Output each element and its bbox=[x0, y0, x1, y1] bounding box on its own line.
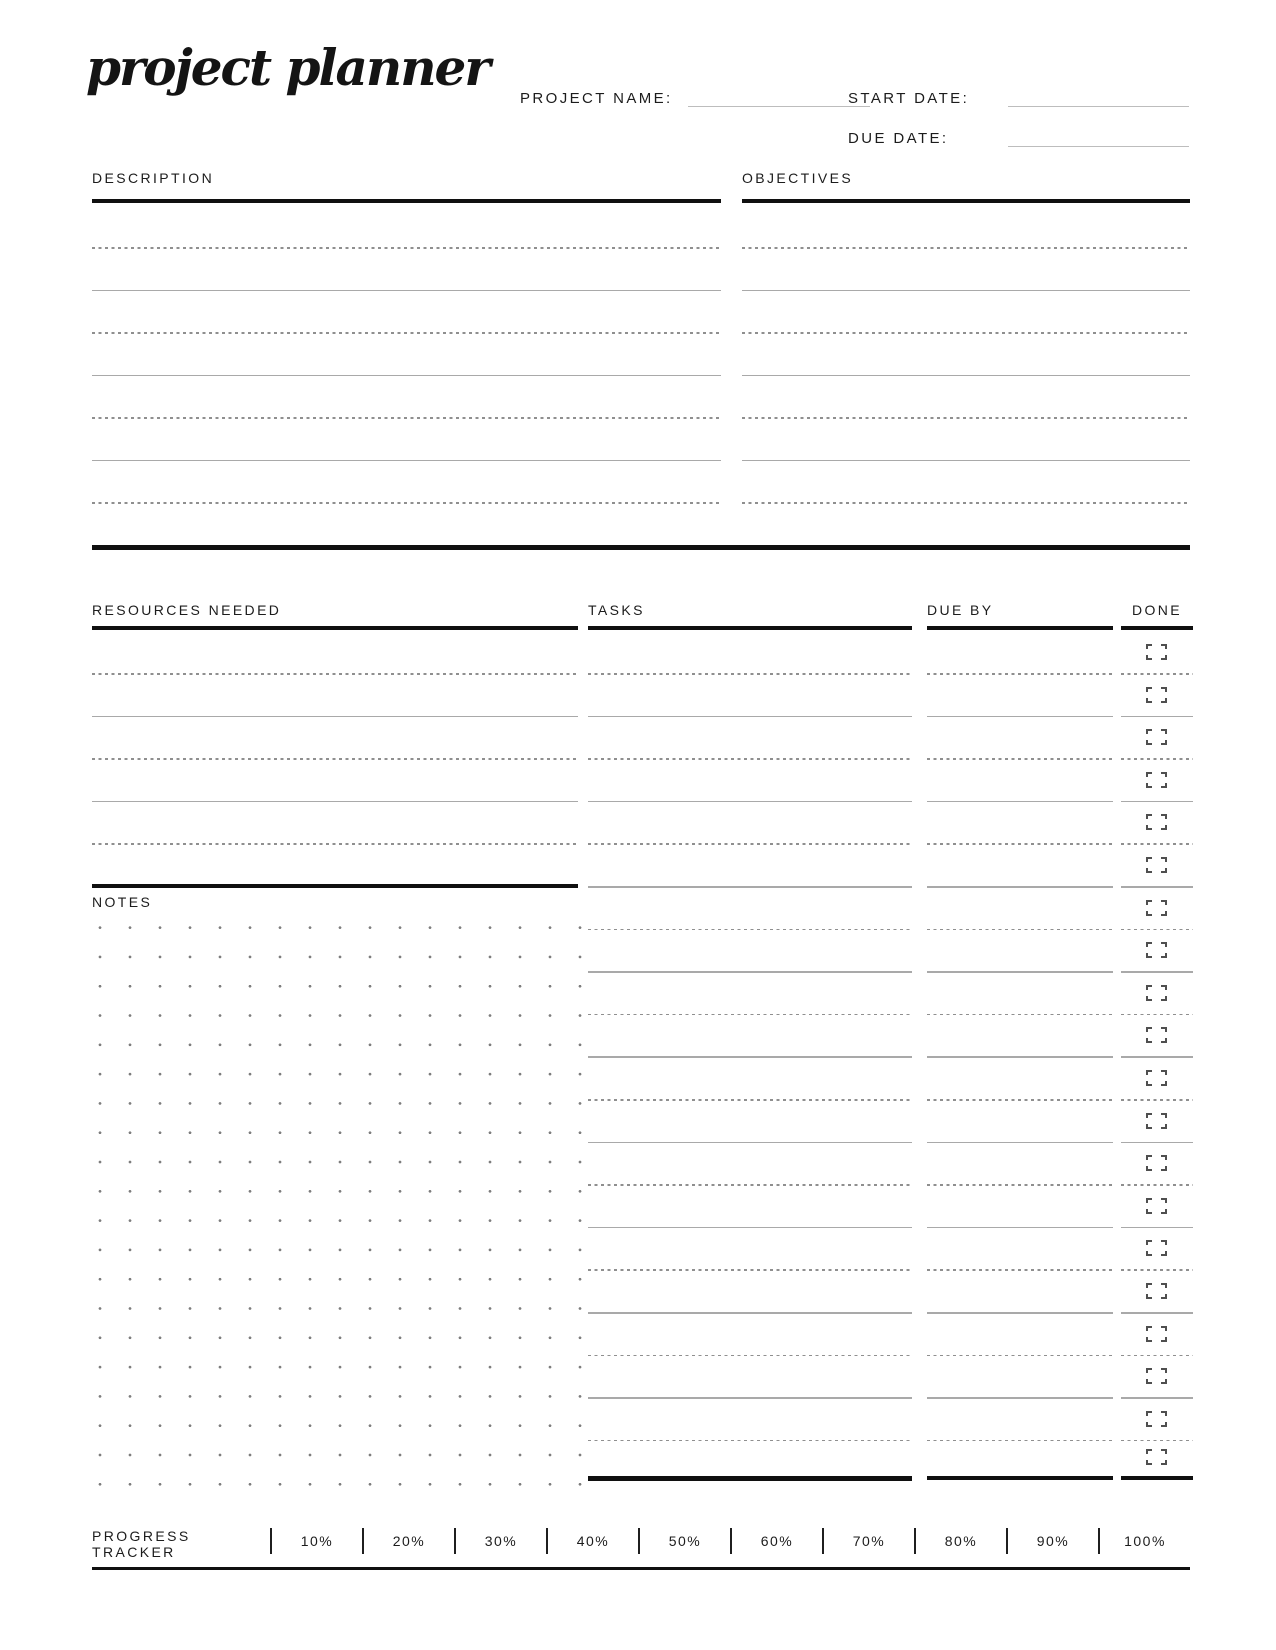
done-checkbox[interactable] bbox=[1146, 772, 1167, 788]
objectives-heading-rule bbox=[742, 199, 1190, 203]
done-checkbox[interactable] bbox=[1146, 857, 1167, 873]
resources-heading-rule bbox=[92, 626, 578, 630]
done-checkbox[interactable] bbox=[1146, 1113, 1167, 1129]
ruled-line bbox=[927, 971, 1113, 973]
ruled-line bbox=[927, 673, 1113, 675]
done-checkbox[interactable] bbox=[1146, 1368, 1167, 1384]
description-ruled-lines bbox=[92, 247, 721, 509]
ruled-line bbox=[92, 290, 721, 292]
ruled-line bbox=[588, 673, 912, 675]
objectives-ruled-lines bbox=[742, 247, 1190, 509]
done-checkbox[interactable] bbox=[1146, 1240, 1167, 1256]
ruled-line bbox=[92, 375, 721, 377]
ruled-line bbox=[742, 417, 1190, 419]
project-name-field-line bbox=[688, 106, 870, 107]
start-date-label: START DATE: bbox=[848, 90, 970, 107]
ruled-line bbox=[588, 716, 912, 718]
tasks-heading-rule bbox=[588, 626, 912, 630]
ruled-line bbox=[92, 758, 578, 760]
ruled-line bbox=[742, 460, 1190, 462]
ruled-line bbox=[742, 502, 1190, 504]
section-divider-rule bbox=[92, 545, 1190, 550]
ruled-line bbox=[588, 1312, 912, 1314]
progress-step: 10% bbox=[270, 1528, 362, 1554]
done-checkbox[interactable] bbox=[1146, 1027, 1167, 1043]
ruled-line bbox=[742, 375, 1190, 377]
ruled-line bbox=[927, 1099, 1113, 1101]
ruled-line bbox=[927, 1312, 1113, 1314]
ruled-line bbox=[742, 290, 1190, 292]
resources-heading: RESOURCES NEEDED bbox=[92, 602, 282, 618]
tasks-ruled-lines bbox=[588, 673, 912, 1443]
done-checkbox[interactable] bbox=[1146, 814, 1167, 830]
done-checkbox-column bbox=[1146, 644, 1167, 1474]
done-checkbox[interactable] bbox=[1146, 1155, 1167, 1171]
ruled-line bbox=[927, 1227, 1113, 1229]
due-by-heading-rule bbox=[927, 626, 1113, 630]
notes-dot-grid bbox=[85, 913, 596, 1501]
ruled-line bbox=[927, 801, 1113, 803]
ruled-line bbox=[588, 1099, 912, 1101]
ruled-line bbox=[927, 1014, 1113, 1016]
done-heading: DONE bbox=[1131, 602, 1183, 618]
done-checkbox[interactable] bbox=[1146, 1070, 1167, 1086]
ruled-line bbox=[927, 886, 1113, 888]
ruled-line bbox=[92, 801, 578, 803]
done-checkbox[interactable] bbox=[1146, 985, 1167, 1001]
resources-ruled-lines bbox=[92, 673, 578, 853]
progress-step: 100% bbox=[1098, 1528, 1190, 1554]
progress-step: 20% bbox=[362, 1528, 454, 1554]
ruled-line bbox=[927, 1184, 1113, 1186]
ruled-line bbox=[927, 758, 1113, 760]
ruled-line bbox=[927, 1355, 1113, 1357]
ruled-line bbox=[588, 1184, 912, 1186]
due-date-label: DUE DATE: bbox=[848, 130, 949, 147]
ruled-line bbox=[588, 1014, 912, 1016]
ruled-line bbox=[588, 1397, 912, 1399]
notes-divider-rule bbox=[92, 884, 578, 888]
ruled-line bbox=[927, 1269, 1113, 1271]
progress-tracker bbox=[92, 1528, 1190, 1570]
ruled-line bbox=[588, 1056, 912, 1058]
ruled-line bbox=[927, 1397, 1113, 1399]
done-checkbox[interactable] bbox=[1146, 729, 1167, 745]
description-heading-rule bbox=[92, 199, 721, 203]
ruled-line bbox=[92, 673, 578, 675]
page-title: project planner bbox=[86, 38, 489, 97]
ruled-line bbox=[588, 1269, 912, 1271]
ruled-line bbox=[742, 332, 1190, 334]
ruled-line bbox=[92, 247, 721, 249]
ruled-line bbox=[92, 716, 578, 718]
ruled-line bbox=[588, 843, 912, 845]
progress-step: 70% bbox=[822, 1528, 914, 1554]
done-checkbox[interactable] bbox=[1146, 644, 1167, 660]
ruled-line bbox=[588, 971, 912, 973]
due-date-field-line bbox=[1008, 146, 1189, 147]
ruled-line bbox=[927, 1142, 1113, 1144]
done-checkbox[interactable] bbox=[1146, 942, 1167, 958]
done-checkbox[interactable] bbox=[1146, 1411, 1167, 1427]
done-checkbox[interactable] bbox=[1146, 1326, 1167, 1342]
done-bottom-rule bbox=[1121, 1476, 1193, 1480]
ruled-line bbox=[927, 929, 1113, 931]
ruled-line bbox=[927, 716, 1113, 718]
tasks-heading: TASKS bbox=[588, 602, 645, 618]
progress-step: 90% bbox=[1006, 1528, 1098, 1554]
progress-step: 50% bbox=[638, 1528, 730, 1554]
progress-step: 30% bbox=[454, 1528, 546, 1554]
done-heading-rule bbox=[1121, 626, 1193, 630]
ruled-line bbox=[927, 843, 1113, 845]
ruled-line bbox=[588, 801, 912, 803]
due-by-heading: DUE BY bbox=[927, 602, 994, 618]
due-by-ruled-lines bbox=[927, 673, 1113, 1443]
ruled-line bbox=[92, 502, 721, 504]
start-date-field-line bbox=[1008, 106, 1189, 107]
ruled-line bbox=[588, 1142, 912, 1144]
project-name-label: PROJECT NAME: bbox=[520, 90, 673, 107]
ruled-line bbox=[92, 332, 721, 334]
ruled-line bbox=[927, 1440, 1113, 1442]
tasks-bottom-rule bbox=[588, 1476, 912, 1481]
ruled-line bbox=[92, 460, 721, 462]
progress-tracker-label: PROGRESS TRACKER bbox=[92, 1528, 191, 1560]
objectives-heading: OBJECTIVES bbox=[742, 170, 854, 186]
ruled-line bbox=[92, 843, 578, 845]
ruled-line bbox=[588, 886, 912, 888]
done-checkbox[interactable] bbox=[1146, 1198, 1167, 1214]
ruled-line bbox=[588, 1355, 912, 1357]
done-checkbox[interactable] bbox=[1146, 900, 1167, 916]
ruled-line bbox=[588, 758, 912, 760]
done-checkbox[interactable] bbox=[1146, 1449, 1167, 1465]
ruled-line bbox=[588, 1227, 912, 1229]
description-heading: DESCRIPTION bbox=[92, 170, 215, 186]
ruled-line bbox=[588, 929, 912, 931]
due-by-bottom-rule bbox=[927, 1476, 1113, 1480]
progress-step: 60% bbox=[730, 1528, 822, 1554]
notes-heading: NOTES bbox=[92, 894, 153, 910]
done-checkbox[interactable] bbox=[1146, 1283, 1167, 1299]
progress-step: 80% bbox=[914, 1528, 1006, 1554]
ruled-line bbox=[588, 1440, 912, 1442]
ruled-line bbox=[927, 1056, 1113, 1058]
done-checkbox[interactable] bbox=[1146, 687, 1167, 703]
ruled-line bbox=[92, 417, 721, 419]
ruled-line bbox=[742, 247, 1190, 249]
progress-step: 40% bbox=[546, 1528, 638, 1554]
